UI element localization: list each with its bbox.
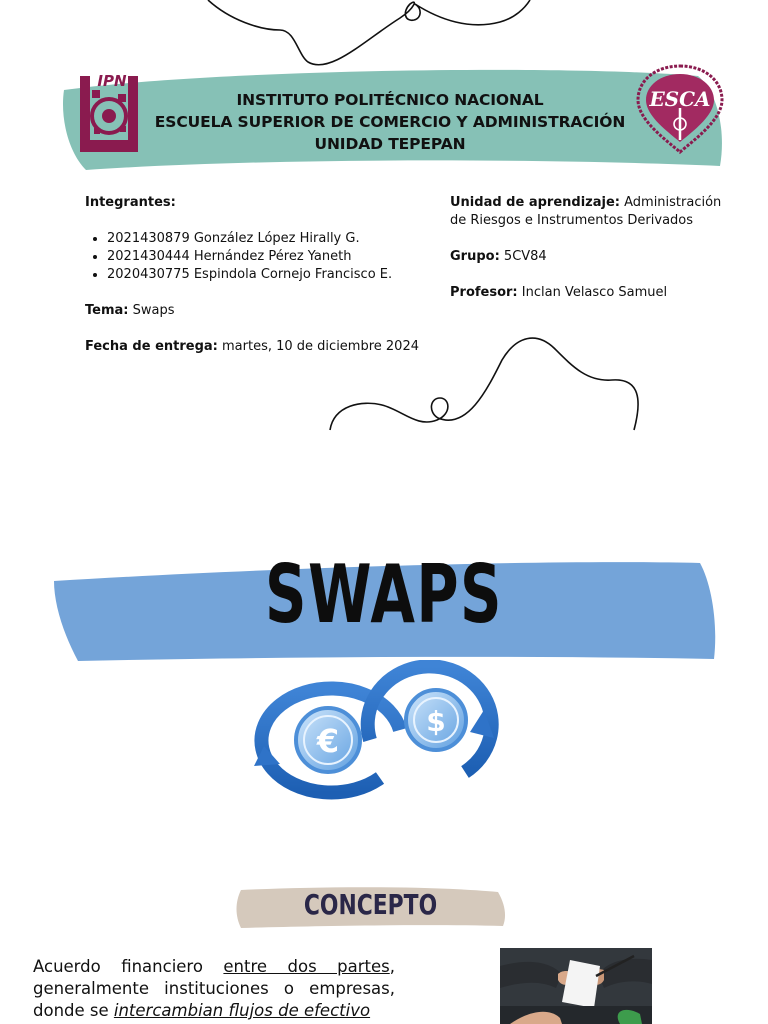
grupo-label: Grupo: — [450, 249, 500, 264]
fecha-value: martes, 10 de diciembre 2024 — [222, 339, 419, 354]
members-list — [85, 230, 425, 284]
integrantes-label: Integrantes: — [85, 195, 176, 210]
fecha-row — [85, 338, 425, 356]
member-item: • 2020430775 Espindola Cornejo Francisco E. — [107, 266, 425, 284]
institution-header — [130, 89, 650, 155]
concept-text-part: Acuerdo financiero — [33, 957, 224, 976]
grupo-value: 5CV84 — [503, 249, 547, 264]
euro-symbol: € — [316, 722, 340, 760]
dollar-symbol: $ — [426, 705, 446, 738]
unit-name: UNIDAD TEPEPAN — [314, 135, 466, 153]
institution-name: INSTITUTO POLITÉCNICO NACIONAL — [236, 91, 544, 109]
concept-text-underlined: entre dos partes — [223, 957, 390, 976]
member-item: • 2021430879 González López Hirally G. — [107, 230, 425, 248]
info-left-column — [85, 194, 425, 356]
tema-row — [85, 302, 425, 320]
esca-logo-text: ESCA — [649, 87, 711, 111]
unidad-row — [450, 194, 730, 230]
tema-label: Tema: — [85, 303, 129, 318]
dollar-coin-icon — [406, 690, 466, 750]
contract-handshake-image — [500, 948, 652, 1024]
fecha-label: Fecha de entrega: — [85, 339, 218, 354]
concept-text-emphasis: intercambian flujos de efectivo — [113, 1001, 371, 1020]
profesor-row — [450, 284, 730, 302]
currency-swap-illustration — [250, 660, 510, 810]
euro-coin-icon — [296, 708, 360, 772]
unidad-value: Administración de Riesgos e Instrumentos Derivados — [450, 195, 722, 228]
concepto-title: CONCEPTO — [303, 888, 438, 921]
esca-logo — [634, 62, 726, 156]
school-name: ESCUELA SUPERIOR DE COMERCIO Y ADMINISTRACIÓN — [154, 113, 626, 131]
concept-paragraph — [33, 956, 395, 1022]
tema-value: Swaps — [132, 303, 175, 318]
profesor-value: Inclan Velasco Samuel — [521, 285, 668, 300]
member-item: • 2021430444 Hernández Pérez Yaneth — [107, 248, 425, 266]
swaps-title: SWAPS — [265, 548, 503, 641]
unidad-label: Unidad de aprendizaje: — [450, 195, 620, 210]
grupo-row — [450, 248, 730, 266]
profesor-label: Profesor: — [450, 285, 518, 300]
concept-text-part: , generalmente instituciones o empresas, donde se — [33, 957, 395, 1020]
info-right-column — [450, 194, 730, 302]
squiggle-decoration-top — [200, 0, 540, 70]
ipn-logo-text: IPN — [97, 72, 127, 90]
ipn-logo — [78, 70, 140, 158]
